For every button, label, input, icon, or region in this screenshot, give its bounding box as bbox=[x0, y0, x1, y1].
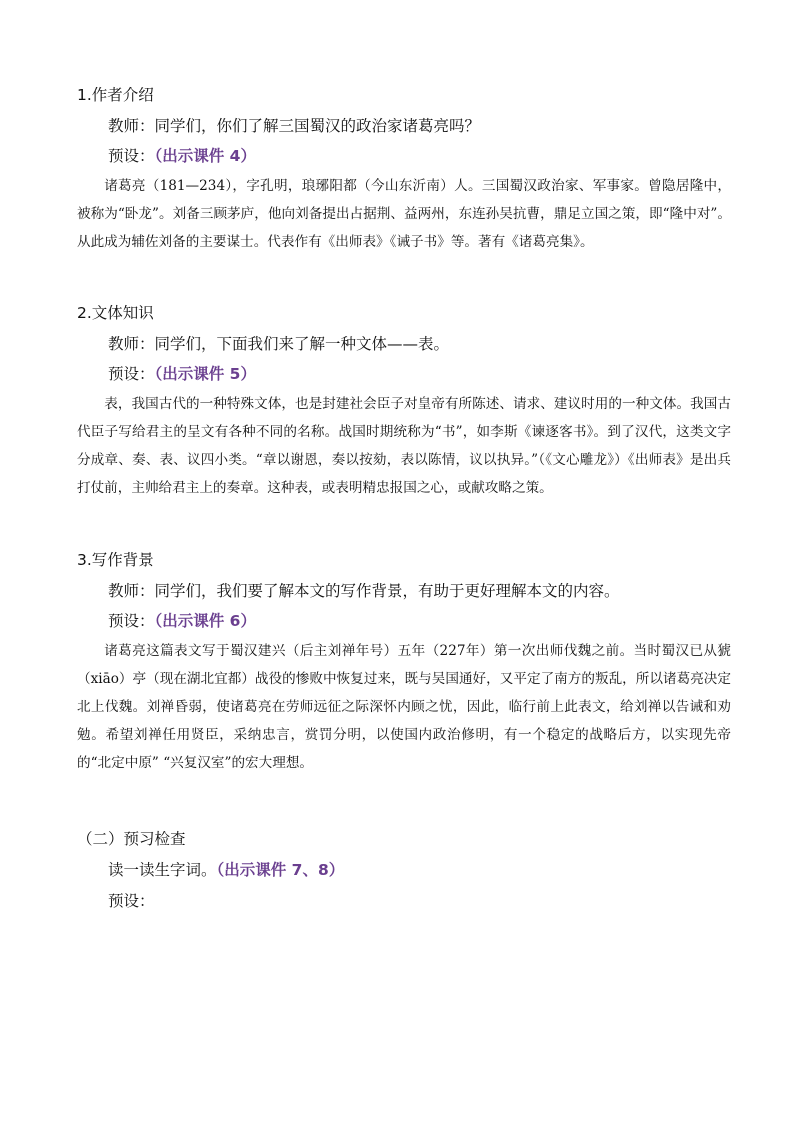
preset-line-author bbox=[108, 144, 256, 166]
courseware-hint: （出示课件 6） bbox=[154, 612, 256, 630]
instruction-text: 读一读生字词。 bbox=[108, 861, 217, 879]
section-heading-genre: 2.文体知识 bbox=[77, 304, 154, 322]
preset-label: 预设： bbox=[108, 365, 155, 383]
body-paragraph-background bbox=[77, 637, 731, 777]
paragraph-text: 诸葛亮（181—234），字孔明，琅琊阳都（今山东沂南）人。三国蜀汉政治家、军事家。曾隐居隆中，被称为“卧龙”。刘备三顾茅庐，他向刘备提出占据荆、益两州，东连孙吴抗曹，鼎足立国之策，即“隆中对”。从此成为辅佐刘备的主要谋士。代表作有《出师表》《诫子书》等。著有《诸葛亮集》。 bbox=[77, 178, 731, 250]
paragraph-text: 表，我国古代的一种特殊文体，也是封建社会臣子对皇帝有所陈述、请求、建议时用的一种文体。我国古代臣子写给君主的呈文有各种不同的名称。战国时期统称为“书”，如李斯《谏逐客书》。到了汉代，这类文字分成章、奏、表、议四小类。“章以谢恩，奏以按劾，表以陈情，议以执异。”（《文心雕龙》）《出师表》是出兵打仗前，主帅给君主上的奏章。这种表，或表明精忠报国之心，或献攻略之策。 bbox=[77, 396, 731, 496]
courseware-hint: （出示课件 5） bbox=[154, 365, 256, 383]
preset-label: 预设： bbox=[108, 612, 155, 630]
courseware-hint: （出示课件 7、8） bbox=[216, 861, 345, 879]
preset-line-genre bbox=[108, 362, 256, 384]
paragraph-text: 诸葛亮这篇表文写于蜀汉建兴（后主刘禅年号）五年（227年）第一次出师伐魏之前。当时蜀汉已从猇（xiāo）亭（现在湖北宜都）战役的惨败中恢复过来，既与吴国通好，又平定了南方的叛乱，所以诸葛亮决定北上伐魏。刘禅昏弱，使诸葛亮在劳师远征之际深怀内顾之忧，因此，临行前上此表文，给刘禅以告诫和劝勉。希望刘禅任用贤臣，采纳忠言，赏罚分明，以使国内政治修明，有一个稳定的战略后方，以实现先帝的“北定中原” “兴复汉室”的宏大理想。 bbox=[77, 643, 731, 771]
teacher-line-genre: 教师：同学们，下面我们来了解一种文体——表。 bbox=[108, 335, 450, 353]
section-heading-preview: （二）预习检查 bbox=[77, 830, 186, 848]
courseware-hint: （出示课件 4） bbox=[154, 147, 256, 165]
instruction-line bbox=[108, 858, 344, 880]
body-paragraph-author bbox=[77, 172, 731, 256]
section-heading-author: 1.作者介绍 bbox=[77, 86, 154, 104]
section-heading-background: 3.写作背景 bbox=[77, 551, 154, 569]
teacher-line-author: 教师：同学们，你们了解三国蜀汉的政治家诸葛亮吗？ bbox=[108, 117, 481, 135]
preset-line-preview: 预设： bbox=[108, 892, 155, 910]
teacher-line-background: 教师：同学们，我们要了解本文的写作背景，有助于更好理解本文的内容。 bbox=[108, 582, 620, 600]
body-paragraph-genre bbox=[77, 390, 731, 502]
preset-line-background bbox=[108, 609, 256, 631]
preset-label: 预设： bbox=[108, 147, 155, 165]
